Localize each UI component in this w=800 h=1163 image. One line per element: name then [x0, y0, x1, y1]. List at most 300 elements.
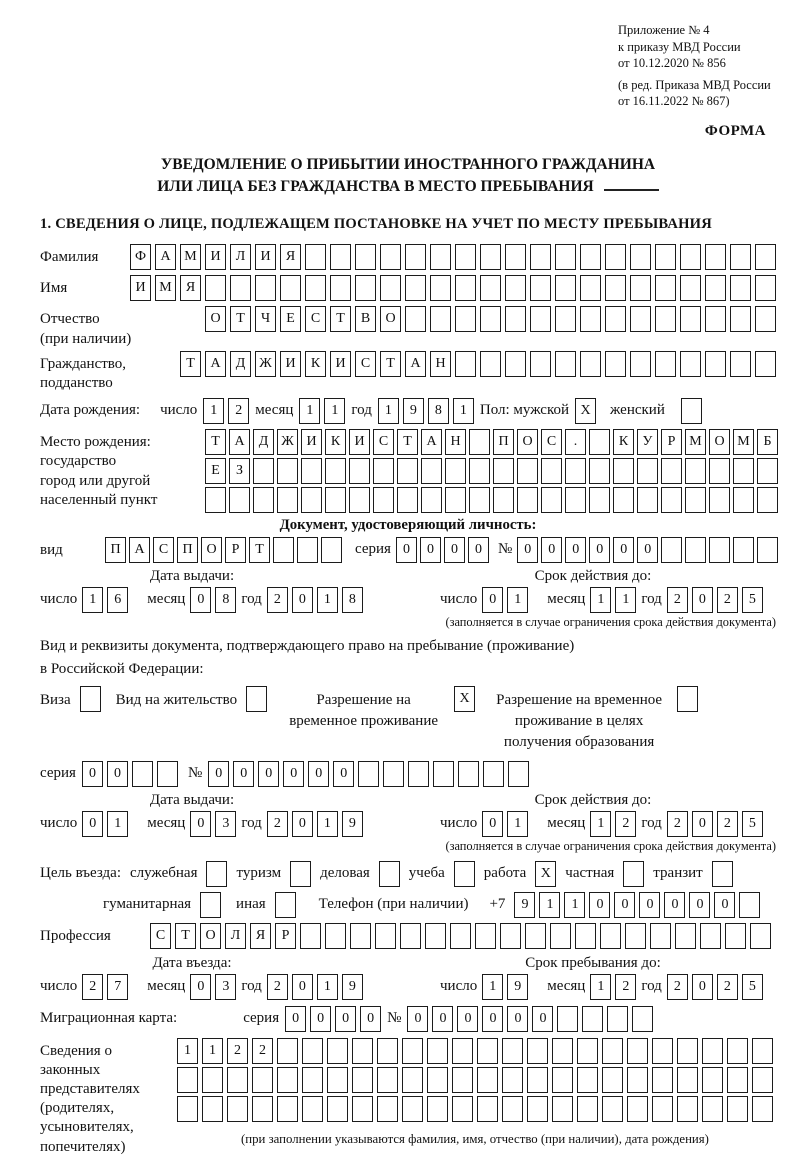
- char-box[interactable]: [253, 458, 274, 484]
- char-box[interactable]: 0: [292, 811, 313, 837]
- char-box[interactable]: Р: [661, 429, 682, 455]
- char-box[interactable]: [702, 1067, 723, 1093]
- male-checkbox[interactable]: X: [575, 398, 596, 424]
- char-box[interactable]: [477, 1096, 498, 1122]
- char-box[interactable]: [552, 1067, 573, 1093]
- char-box[interactable]: 0: [692, 587, 713, 613]
- char-box[interactable]: [605, 244, 626, 270]
- char-box[interactable]: 1: [202, 1038, 223, 1064]
- char-box[interactable]: [637, 458, 658, 484]
- char-box[interactable]: Т: [205, 429, 226, 455]
- char-box[interactable]: 1: [82, 587, 103, 613]
- char-box[interactable]: К: [305, 351, 326, 377]
- char-box[interactable]: [582, 1006, 603, 1032]
- char-box[interactable]: 9: [342, 811, 363, 837]
- char-box[interactable]: [277, 458, 298, 484]
- char-box[interactable]: 9: [514, 892, 535, 918]
- char-box[interactable]: 0: [482, 811, 503, 837]
- char-box[interactable]: А: [421, 429, 442, 455]
- char-box[interactable]: Ф: [130, 244, 151, 270]
- char-box[interactable]: [555, 351, 576, 377]
- char-box[interactable]: 9: [507, 974, 528, 1000]
- char-box[interactable]: К: [325, 429, 346, 455]
- char-box[interactable]: [600, 923, 621, 949]
- char-box[interactable]: С: [541, 429, 562, 455]
- char-box[interactable]: Т: [249, 537, 270, 563]
- char-box[interactable]: [350, 923, 371, 949]
- char-box[interactable]: [383, 761, 404, 787]
- char-box[interactable]: [580, 306, 601, 332]
- char-box[interactable]: 0: [360, 1006, 381, 1032]
- char-box[interactable]: [705, 275, 726, 301]
- char-box[interactable]: [637, 487, 658, 513]
- char-box[interactable]: [325, 487, 346, 513]
- char-box[interactable]: 0: [107, 761, 128, 787]
- char-box[interactable]: [305, 244, 326, 270]
- char-box[interactable]: [373, 458, 394, 484]
- char-box[interactable]: 0: [482, 1006, 503, 1032]
- char-box[interactable]: [373, 487, 394, 513]
- char-box[interactable]: [325, 458, 346, 484]
- char-box[interactable]: О: [517, 429, 538, 455]
- char-box[interactable]: [677, 1038, 698, 1064]
- char-box[interactable]: Т: [397, 429, 418, 455]
- char-box[interactable]: [297, 537, 318, 563]
- char-box[interactable]: [630, 351, 651, 377]
- char-box[interactable]: [530, 306, 551, 332]
- char-box[interactable]: [177, 1067, 198, 1093]
- char-box[interactable]: [577, 1096, 598, 1122]
- char-box[interactable]: [445, 458, 466, 484]
- char-box[interactable]: С: [355, 351, 376, 377]
- char-box[interactable]: 3: [215, 811, 236, 837]
- char-box[interactable]: 2: [667, 811, 688, 837]
- char-box[interactable]: 8: [428, 398, 449, 424]
- char-box[interactable]: [455, 306, 476, 332]
- work-checkbox[interactable]: X: [535, 861, 556, 887]
- char-box[interactable]: [273, 537, 294, 563]
- char-box[interactable]: [730, 244, 751, 270]
- temporary-residence-checkbox[interactable]: X: [454, 686, 475, 712]
- char-box[interactable]: 0: [333, 761, 354, 787]
- char-box[interactable]: [397, 458, 418, 484]
- char-box[interactable]: К: [613, 429, 634, 455]
- char-box[interactable]: [752, 1096, 773, 1122]
- char-box[interactable]: [375, 923, 396, 949]
- char-box[interactable]: [277, 487, 298, 513]
- char-box[interactable]: [602, 1067, 623, 1093]
- char-box[interactable]: 2: [227, 1038, 248, 1064]
- char-box[interactable]: Я: [180, 275, 201, 301]
- char-box[interactable]: [630, 306, 651, 332]
- char-box[interactable]: [727, 1096, 748, 1122]
- char-box[interactable]: 0: [639, 892, 660, 918]
- char-box[interactable]: 0: [692, 811, 713, 837]
- char-box[interactable]: 1: [324, 398, 345, 424]
- char-box[interactable]: [505, 275, 526, 301]
- char-box[interactable]: [505, 351, 526, 377]
- char-box[interactable]: 0: [396, 537, 417, 563]
- char-box[interactable]: [502, 1067, 523, 1093]
- char-box[interactable]: [469, 487, 490, 513]
- char-box[interactable]: 5: [742, 811, 763, 837]
- char-box[interactable]: 1: [107, 811, 128, 837]
- char-box[interactable]: 5: [742, 974, 763, 1000]
- char-box[interactable]: 0: [258, 761, 279, 787]
- char-box[interactable]: 1: [615, 587, 636, 613]
- char-box[interactable]: [452, 1067, 473, 1093]
- humanitarian-checkbox[interactable]: [200, 892, 221, 918]
- char-box[interactable]: [380, 275, 401, 301]
- char-box[interactable]: [727, 1038, 748, 1064]
- char-box[interactable]: [277, 1067, 298, 1093]
- char-box[interactable]: [752, 1067, 773, 1093]
- char-box[interactable]: [602, 1096, 623, 1122]
- char-box[interactable]: 6: [107, 587, 128, 613]
- char-box[interactable]: [349, 458, 370, 484]
- char-box[interactable]: [302, 1067, 323, 1093]
- char-box[interactable]: [705, 351, 726, 377]
- char-box[interactable]: [607, 1006, 628, 1032]
- char-box[interactable]: А: [229, 429, 250, 455]
- char-box[interactable]: 0: [420, 537, 441, 563]
- char-box[interactable]: [555, 244, 576, 270]
- char-box[interactable]: 0: [541, 537, 562, 563]
- char-box[interactable]: [541, 458, 562, 484]
- char-box[interactable]: [430, 244, 451, 270]
- char-box[interactable]: [525, 923, 546, 949]
- char-box[interactable]: [430, 306, 451, 332]
- char-box[interactable]: [527, 1067, 548, 1093]
- char-box[interactable]: 1: [177, 1038, 198, 1064]
- char-box[interactable]: [700, 923, 721, 949]
- char-box[interactable]: [349, 487, 370, 513]
- char-box[interactable]: [421, 458, 442, 484]
- char-box[interactable]: [630, 244, 651, 270]
- char-box[interactable]: 2: [267, 811, 288, 837]
- char-box[interactable]: [739, 892, 760, 918]
- char-box[interactable]: 2: [717, 974, 738, 1000]
- char-box[interactable]: .: [565, 429, 586, 455]
- char-box[interactable]: 0: [208, 761, 229, 787]
- char-box[interactable]: [552, 1038, 573, 1064]
- char-box[interactable]: О: [380, 306, 401, 332]
- char-box[interactable]: [527, 1096, 548, 1122]
- char-box[interactable]: 0: [308, 761, 329, 787]
- char-box[interactable]: [680, 275, 701, 301]
- char-box[interactable]: 2: [615, 811, 636, 837]
- char-box[interactable]: [405, 306, 426, 332]
- char-box[interactable]: 0: [589, 537, 610, 563]
- char-box[interactable]: [613, 458, 634, 484]
- char-box[interactable]: [202, 1067, 223, 1093]
- char-box[interactable]: 0: [714, 892, 735, 918]
- char-box[interactable]: [469, 458, 490, 484]
- char-box[interactable]: [680, 351, 701, 377]
- char-box[interactable]: [530, 244, 551, 270]
- char-box[interactable]: Ж: [277, 429, 298, 455]
- char-box[interactable]: [408, 761, 429, 787]
- char-box[interactable]: [493, 487, 514, 513]
- char-box[interactable]: [455, 275, 476, 301]
- char-box[interactable]: [505, 306, 526, 332]
- char-box[interactable]: М: [180, 244, 201, 270]
- char-box[interactable]: [380, 244, 401, 270]
- char-box[interactable]: И: [349, 429, 370, 455]
- char-box[interactable]: 0: [692, 974, 713, 1000]
- char-box[interactable]: [730, 351, 751, 377]
- char-box[interactable]: 2: [667, 974, 688, 1000]
- char-box[interactable]: И: [130, 275, 151, 301]
- char-box[interactable]: [205, 275, 226, 301]
- char-box[interactable]: [613, 487, 634, 513]
- char-box[interactable]: [680, 306, 701, 332]
- char-box[interactable]: [405, 275, 426, 301]
- char-box[interactable]: [577, 1067, 598, 1093]
- char-box[interactable]: [227, 1096, 248, 1122]
- char-box[interactable]: Н: [430, 351, 451, 377]
- char-box[interactable]: 1: [317, 974, 338, 1000]
- char-box[interactable]: [445, 487, 466, 513]
- residence-permit-checkbox[interactable]: [246, 686, 267, 712]
- char-box[interactable]: 0: [689, 892, 710, 918]
- char-box[interactable]: Л: [230, 244, 251, 270]
- char-box[interactable]: 1: [590, 974, 611, 1000]
- char-box[interactable]: [355, 275, 376, 301]
- char-box[interactable]: [280, 275, 301, 301]
- char-box[interactable]: [377, 1038, 398, 1064]
- char-box[interactable]: С: [373, 429, 394, 455]
- char-box[interactable]: 1: [317, 587, 338, 613]
- char-box[interactable]: О: [205, 306, 226, 332]
- char-box[interactable]: [352, 1067, 373, 1093]
- char-box[interactable]: [301, 458, 322, 484]
- char-box[interactable]: [355, 244, 376, 270]
- char-box[interactable]: [709, 458, 730, 484]
- char-box[interactable]: 0: [432, 1006, 453, 1032]
- char-box[interactable]: 2: [228, 398, 249, 424]
- char-box[interactable]: Л: [225, 923, 246, 949]
- char-box[interactable]: [580, 351, 601, 377]
- char-box[interactable]: Р: [275, 923, 296, 949]
- char-box[interactable]: П: [493, 429, 514, 455]
- char-box[interactable]: [655, 244, 676, 270]
- char-box[interactable]: 0: [82, 811, 103, 837]
- char-box[interactable]: С: [153, 537, 174, 563]
- char-box[interactable]: С: [150, 923, 171, 949]
- char-box[interactable]: 0: [335, 1006, 356, 1032]
- char-box[interactable]: 1: [482, 974, 503, 1000]
- char-box[interactable]: 0: [190, 811, 211, 837]
- char-box[interactable]: [685, 458, 706, 484]
- char-box[interactable]: 1: [507, 587, 528, 613]
- char-box[interactable]: [680, 244, 701, 270]
- char-box[interactable]: [483, 761, 504, 787]
- char-box[interactable]: [450, 923, 471, 949]
- char-box[interactable]: [177, 1096, 198, 1122]
- char-box[interactable]: 0: [565, 537, 586, 563]
- char-box[interactable]: [685, 537, 706, 563]
- char-box[interactable]: Т: [180, 351, 201, 377]
- char-box[interactable]: [755, 244, 776, 270]
- char-box[interactable]: [327, 1038, 348, 1064]
- char-box[interactable]: Т: [330, 306, 351, 332]
- char-box[interactable]: [627, 1096, 648, 1122]
- char-box[interactable]: 7: [107, 974, 128, 1000]
- visa-checkbox[interactable]: [80, 686, 101, 712]
- char-box[interactable]: [397, 487, 418, 513]
- char-box[interactable]: 2: [267, 974, 288, 1000]
- char-box[interactable]: [508, 761, 529, 787]
- char-box[interactable]: [452, 1096, 473, 1122]
- char-box[interactable]: [530, 275, 551, 301]
- char-box[interactable]: [625, 923, 646, 949]
- char-box[interactable]: [661, 537, 682, 563]
- char-box[interactable]: [202, 1096, 223, 1122]
- temporary-residence-education-checkbox[interactable]: [677, 686, 698, 712]
- char-box[interactable]: [730, 306, 751, 332]
- char-box[interactable]: 0: [292, 974, 313, 1000]
- char-box[interactable]: И: [205, 244, 226, 270]
- char-box[interactable]: [627, 1038, 648, 1064]
- char-box[interactable]: 0: [532, 1006, 553, 1032]
- char-box[interactable]: [605, 351, 626, 377]
- char-box[interactable]: [555, 306, 576, 332]
- char-box[interactable]: 1: [317, 811, 338, 837]
- char-box[interactable]: [755, 351, 776, 377]
- char-box[interactable]: [655, 351, 676, 377]
- char-box[interactable]: [757, 458, 778, 484]
- char-box[interactable]: [455, 351, 476, 377]
- char-box[interactable]: З: [229, 458, 250, 484]
- female-checkbox[interactable]: [681, 398, 702, 424]
- char-box[interactable]: В: [355, 306, 376, 332]
- char-box[interactable]: [555, 275, 576, 301]
- char-box[interactable]: О: [201, 537, 222, 563]
- char-box[interactable]: [517, 487, 538, 513]
- char-box[interactable]: [325, 923, 346, 949]
- char-box[interactable]: Р: [225, 537, 246, 563]
- char-box[interactable]: [402, 1096, 423, 1122]
- char-box[interactable]: 0: [190, 587, 211, 613]
- char-box[interactable]: [652, 1038, 673, 1064]
- char-box[interactable]: 0: [613, 537, 634, 563]
- char-box[interactable]: [652, 1067, 673, 1093]
- char-box[interactable]: 2: [252, 1038, 273, 1064]
- char-box[interactable]: [661, 487, 682, 513]
- char-box[interactable]: [755, 275, 776, 301]
- char-box[interactable]: С: [305, 306, 326, 332]
- char-box[interactable]: [469, 429, 490, 455]
- char-box[interactable]: [302, 1096, 323, 1122]
- char-box[interactable]: Я: [280, 244, 301, 270]
- char-box[interactable]: [605, 306, 626, 332]
- business-checkbox[interactable]: [379, 861, 400, 887]
- char-box[interactable]: [702, 1096, 723, 1122]
- char-box[interactable]: [493, 458, 514, 484]
- char-box[interactable]: 0: [614, 892, 635, 918]
- char-box[interactable]: 1: [203, 398, 224, 424]
- char-box[interactable]: О: [200, 923, 221, 949]
- char-box[interactable]: [575, 923, 596, 949]
- char-box[interactable]: [425, 923, 446, 949]
- private-checkbox[interactable]: [623, 861, 644, 887]
- char-box[interactable]: А: [155, 244, 176, 270]
- char-box[interactable]: [480, 306, 501, 332]
- char-box[interactable]: [421, 487, 442, 513]
- char-box[interactable]: 1: [453, 398, 474, 424]
- char-box[interactable]: Д: [253, 429, 274, 455]
- char-box[interactable]: 2: [267, 587, 288, 613]
- char-box[interactable]: [757, 537, 778, 563]
- tourism-checkbox[interactable]: [290, 861, 311, 887]
- char-box[interactable]: [427, 1038, 448, 1064]
- char-box[interactable]: [652, 1096, 673, 1122]
- char-box[interactable]: [709, 487, 730, 513]
- char-box[interactable]: [675, 923, 696, 949]
- char-box[interactable]: [229, 487, 250, 513]
- char-box[interactable]: [705, 244, 726, 270]
- char-box[interactable]: [405, 244, 426, 270]
- char-box[interactable]: [630, 275, 651, 301]
- char-box[interactable]: А: [205, 351, 226, 377]
- char-box[interactable]: И: [301, 429, 322, 455]
- char-box[interactable]: [605, 275, 626, 301]
- char-box[interactable]: Т: [175, 923, 196, 949]
- char-box[interactable]: 0: [517, 537, 538, 563]
- char-box[interactable]: [402, 1067, 423, 1093]
- char-box[interactable]: [677, 1096, 698, 1122]
- char-box[interactable]: [402, 1038, 423, 1064]
- char-box[interactable]: [650, 923, 671, 949]
- char-box[interactable]: [632, 1006, 653, 1032]
- char-box[interactable]: 0: [482, 587, 503, 613]
- char-box[interactable]: 0: [285, 1006, 306, 1032]
- char-box[interactable]: [565, 487, 586, 513]
- char-box[interactable]: 9: [403, 398, 424, 424]
- char-box[interactable]: 0: [310, 1006, 331, 1032]
- char-box[interactable]: [302, 1038, 323, 1064]
- char-box[interactable]: [517, 458, 538, 484]
- char-box[interactable]: [552, 1096, 573, 1122]
- char-box[interactable]: Т: [230, 306, 251, 332]
- char-box[interactable]: 0: [407, 1006, 428, 1032]
- char-box[interactable]: [580, 275, 601, 301]
- char-box[interactable]: 1: [590, 811, 611, 837]
- char-box[interactable]: [480, 275, 501, 301]
- char-box[interactable]: 0: [82, 761, 103, 787]
- char-box[interactable]: [755, 306, 776, 332]
- char-box[interactable]: 0: [457, 1006, 478, 1032]
- official-checkbox[interactable]: [206, 861, 227, 887]
- char-box[interactable]: [300, 923, 321, 949]
- char-box[interactable]: [452, 1038, 473, 1064]
- char-box[interactable]: [458, 761, 479, 787]
- char-box[interactable]: [430, 275, 451, 301]
- char-box[interactable]: [705, 306, 726, 332]
- char-box[interactable]: [327, 1067, 348, 1093]
- char-box[interactable]: [589, 458, 610, 484]
- char-box[interactable]: [352, 1096, 373, 1122]
- char-box[interactable]: П: [105, 537, 126, 563]
- char-box[interactable]: [577, 1038, 598, 1064]
- char-box[interactable]: [502, 1096, 523, 1122]
- char-box[interactable]: [550, 923, 571, 949]
- char-box[interactable]: [433, 761, 454, 787]
- char-box[interactable]: [132, 761, 153, 787]
- char-box[interactable]: И: [280, 351, 301, 377]
- study-checkbox[interactable]: [454, 861, 475, 887]
